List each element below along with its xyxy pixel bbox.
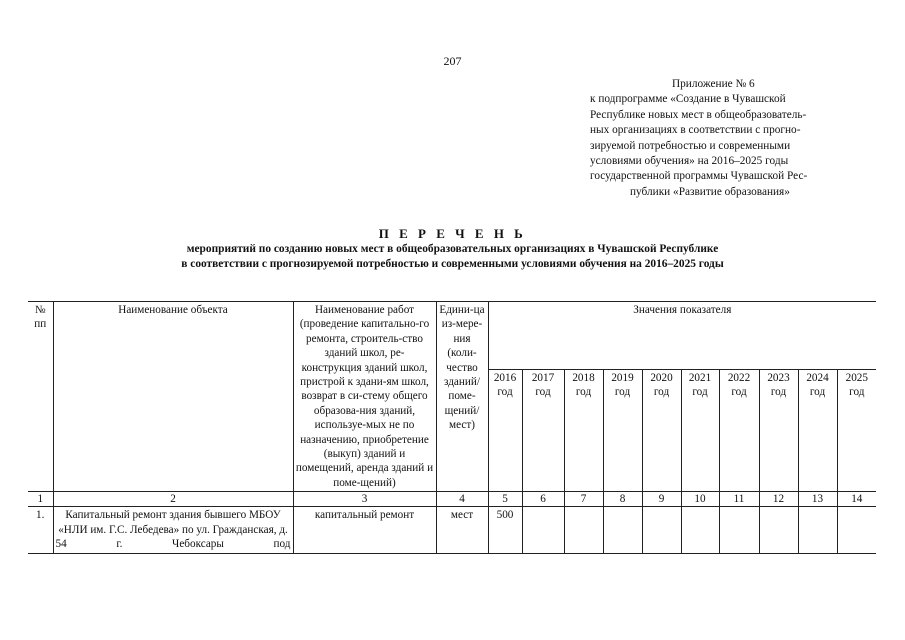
row-works: капитальный ремонт <box>293 507 436 553</box>
row-value <box>759 507 798 553</box>
header-object: Наименование объекта <box>53 302 293 492</box>
row-value <box>642 507 681 553</box>
row-value <box>719 507 759 553</box>
appendix-line: государственной программы Чувашской Рес- <box>590 170 808 183</box>
header-year: 2022 год <box>719 370 759 492</box>
header-year: 2021 год <box>681 370 719 492</box>
appendix-line: к подпрограмме «Создание в Чувашской <box>590 93 786 106</box>
appendix-line: Республике новых мест в общеобразователь- <box>590 108 807 121</box>
header-values: Значения показателя <box>488 302 876 370</box>
column-number: 13 <box>798 492 837 507</box>
row-unit: мест <box>436 507 488 553</box>
appendix-line: ных организациях в соответствии с прогно- <box>590 124 801 137</box>
appendix-title: Приложение № 6 <box>672 78 755 90</box>
column-number: 8 <box>603 492 642 507</box>
header-year: 2016 год <box>488 370 522 492</box>
column-number: 4 <box>436 492 488 507</box>
page-number: 207 <box>443 54 462 68</box>
column-number: 1 <box>28 492 53 507</box>
column-number: 6 <box>522 492 564 507</box>
column-number: 11 <box>719 492 759 507</box>
column-number: 14 <box>837 492 876 507</box>
header-year: 2020 год <box>642 370 681 492</box>
row-value <box>681 507 719 553</box>
header-year: 2019 год <box>603 370 642 492</box>
row-value <box>522 507 564 553</box>
column-number: 7 <box>564 492 603 507</box>
row-num: 1. <box>28 507 53 553</box>
header-works: Наименование работ (проведение капитально-го ремонта, строитель-ство зданий школ, ре-конструкция зданий школ, пристрой к здани-ям школ, возврат в си-стему общего образова-ния зданий, используе-мых не по назначению, приобретение (выкуп) зданий и помещений, аренда зданий и поме-щений) <box>293 302 436 492</box>
column-number: 3 <box>293 492 436 507</box>
header-year: 2018 год <box>564 370 603 492</box>
row-value: 500 <box>488 507 522 553</box>
column-number: 12 <box>759 492 798 507</box>
header-year: 2017 год <box>522 370 564 492</box>
document-heading <box>0 225 905 272</box>
appendix-block <box>590 77 846 200</box>
header-num: № пп <box>28 302 53 492</box>
header-year: 2025 год <box>837 370 876 492</box>
column-number: 10 <box>681 492 719 507</box>
row-object: Капитальный ремонт здания бывшего МБОУ «НЛИ им. Г.С. Лебедева» по ул. Гражданская, д. 54 г. Чебоксары под <box>53 507 293 553</box>
column-number: 2 <box>53 492 293 507</box>
heading-subtitle-2: в соответствии с прогнозируемой потребностью и современными условиями обучения на 2016–2025 годы <box>181 258 724 270</box>
measures-table <box>28 301 876 554</box>
table-row <box>28 507 876 553</box>
row-value <box>798 507 837 553</box>
column-number: 5 <box>488 492 522 507</box>
row-value <box>564 507 603 553</box>
header-year: 2024 год <box>798 370 837 492</box>
header-year: 2023 год <box>759 370 798 492</box>
appendix-line: условиями обучения» на 2016–2025 годы <box>590 155 789 168</box>
row-value <box>603 507 642 553</box>
heading-title: П Е Р Е Ч Е Н Ь <box>378 226 527 241</box>
appendix-line: зируемой потребностью и современными <box>590 139 791 152</box>
appendix-text <box>590 92 846 184</box>
appendix-line: публики «Развитие образования» <box>630 185 790 198</box>
heading-subtitle-1: мероприятий по созданию новых мест в общеобразовательных организациях в Чувашской Республике <box>186 243 719 255</box>
row-value <box>837 507 876 553</box>
header-unit: Едини-ца из-мере-ния (коли-чество зданий/ поме-щений/ мест) <box>436 302 488 492</box>
column-number: 9 <box>642 492 681 507</box>
